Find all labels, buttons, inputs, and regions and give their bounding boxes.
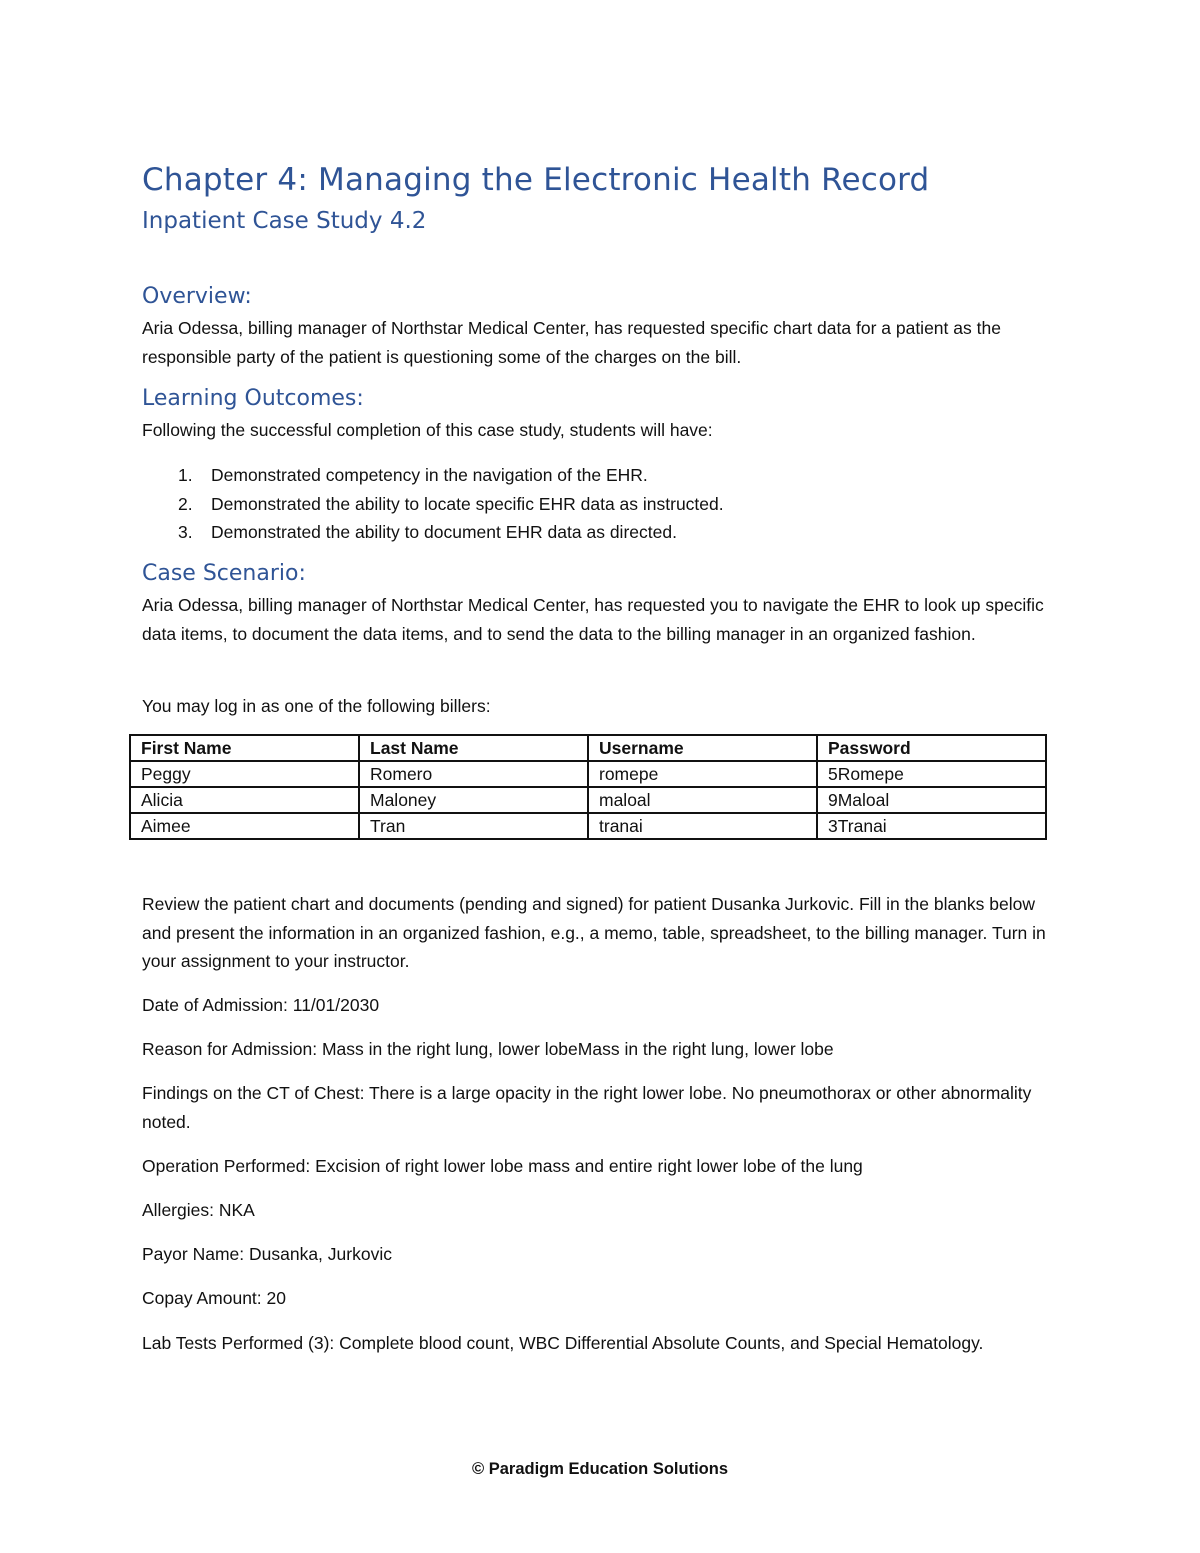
list-item — [142, 490, 724, 519]
table-header-row — [130, 735, 1046, 761]
allergies-field: Allergies: NKA — [142, 1200, 255, 1220]
learning-outcomes-intro: Following the successful completion of this case study, students will have: — [142, 420, 713, 440]
instructions-text: Review the patient chart and documents (pending and signed) for patient Dusanka Jurkovic. Fill in the blanks below and present the information in an organized fashion, e.g., a memo, table, spreadsheet, to the billing manager. Turn in your assignment to your instructor. — [142, 894, 1046, 971]
table-cell: Tran — [359, 813, 588, 839]
table-cell: tranai — [588, 813, 817, 839]
chapter-title: Chapter 4: Managing the Electronic Health Record — [142, 162, 930, 198]
column-header: First Name — [130, 735, 359, 761]
table-cell: Peggy — [130, 761, 359, 787]
list-item — [142, 518, 724, 547]
table-cell: Aimee — [130, 813, 359, 839]
column-header: Username — [588, 735, 817, 761]
list-item — [142, 461, 724, 490]
case-study-subtitle: Inpatient Case Study 4.2 — [142, 208, 427, 234]
copay-field: Copay Amount: 20 — [142, 1288, 286, 1308]
table-row — [130, 761, 1046, 787]
payor-field: Payor Name: Dusanka, Jurkovic — [142, 1244, 392, 1264]
billers-table — [129, 734, 1047, 840]
case-scenario-text: Aria Odessa, billing manager of Northstar Medical Center, has requested you to navigate the EHR to look up specific data items, to document the data items, and to send the data to the billing manager in an organized fashion. — [142, 595, 1044, 644]
case-scenario-heading: Case Scenario: — [142, 561, 306, 586]
table-cell: romepe — [588, 761, 817, 787]
list-item-text: Demonstrated the ability to document EHR data as directed. — [211, 522, 677, 542]
table-cell: 3Tranai — [817, 813, 1046, 839]
login-intro: You may log in as one of the following billers: — [142, 696, 491, 716]
ct-findings-field: Findings on the CT of Chest: There is a large opacity in the right lower lobe. No pneumothorax or other abnormality noted. — [142, 1083, 1032, 1132]
list-item-text: Demonstrated competency in the navigation of the EHR. — [211, 465, 648, 485]
list-item-text: Demonstrated the ability to locate specific EHR data as instructed. — [211, 493, 724, 514]
overview-text: Aria Odessa, billing manager of Northstar Medical Center, has requested specific chart data for a patient as the responsible party of the patient is questioning some of the charges on the bill. — [142, 318, 1001, 367]
admission-reason-field: Reason for Admission: Mass in the right lung, lower lobeMass in the right lung, lower lobe — [142, 1039, 834, 1059]
overview-heading: Overview: — [142, 284, 252, 309]
copyright-footer: © Paradigm Education Solutions — [471, 1460, 729, 1478]
admission-date-field: Date of Admission: 11/01/2030 — [142, 995, 380, 1015]
table-cell: maloal — [588, 787, 817, 813]
lab-tests-field: Lab Tests Performed (3): Complete blood count, WBC Differential Absolute Counts, and Special Hematology. — [142, 1333, 984, 1353]
table-cell: Maloney — [359, 787, 588, 813]
list-item-number: 3. — [178, 522, 193, 542]
list-item-number: 1. — [178, 465, 193, 485]
table-row — [130, 813, 1046, 839]
table-cell: 5Romepe — [817, 761, 1046, 787]
list-item-number: 2. — [178, 493, 193, 514]
table-cell: Romero — [359, 761, 588, 787]
table-row — [130, 787, 1046, 813]
table-cell: Alicia — [130, 787, 359, 813]
learning-outcomes-heading: Learning Outcomes: — [142, 386, 364, 411]
column-header: Password — [817, 735, 1046, 761]
table-cell: 9Maloal — [817, 787, 1046, 813]
learning-outcomes-list — [142, 461, 724, 547]
column-header: Last Name — [359, 735, 588, 761]
operation-field: Operation Performed: Excision of right lower lobe mass and entire right lower lobe of the lung — [142, 1156, 863, 1176]
